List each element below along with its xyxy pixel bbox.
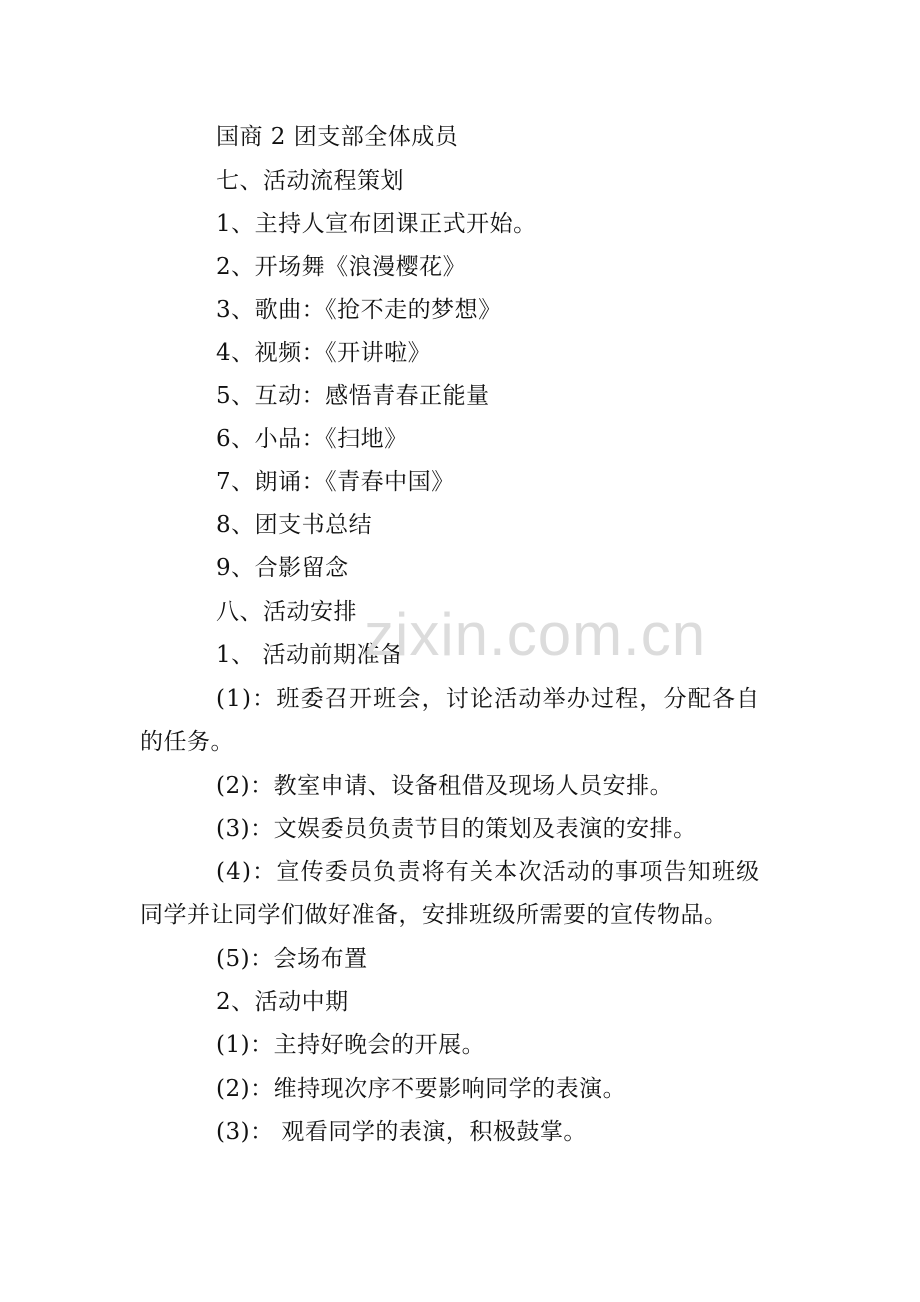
prep-item-5: (5)：会场布置 [216, 946, 368, 972]
flow-item-6: 6、小品：《扫地》 [216, 426, 408, 452]
flow-item-1: 1、主持人宣布团课正式开始。 [216, 211, 537, 237]
flow-item-2: 2、开场舞《浪漫樱花》 [216, 254, 467, 280]
flow-item-5: 5、互动：感悟青春正能量 [216, 383, 490, 409]
mid-item-2: (2)：维持现次序不要影响同学的表演。 [216, 1076, 627, 1102]
prep-item-1: (1)：班委召开班会，讨论活动举办过程，分配各自 [216, 686, 761, 712]
text-line-members: 国商 2 团支部全体成员 [216, 124, 459, 150]
subsection-heading-preparation: 1、 活动前期准备 [216, 642, 404, 668]
prep-item-3: (3)：文娱委员负责节目的策划及表演的安排。 [216, 816, 697, 842]
flow-item-4: 4、视频：《开讲啦》 [216, 340, 432, 366]
watermark: zixin.com.cn [364, 601, 707, 668]
prep-item-2: (2)：教室申请、设备租借及现场人员安排。 [216, 773, 674, 799]
subsection-heading-midterm: 2、活动中期 [216, 989, 349, 1015]
section-heading-flow: 七、活动流程策划 [216, 168, 404, 194]
section-heading-arrangement: 八、活动安排 [216, 599, 357, 625]
flow-item-7: 7、朗诵：《青春中国》 [216, 469, 455, 495]
mid-item-1: (1)：主持好晚会的开展。 [216, 1032, 486, 1058]
prep-item-4-continued: 同学并让同学们做好准备，安排班级所需要的宣传物品。 [140, 902, 728, 928]
flow-item-8: 8、团支书总结 [216, 512, 373, 538]
prep-item-1-continued: 的任务。 [140, 729, 234, 755]
flow-item-3: 3、歌曲：《抢不走的梦想》 [216, 297, 502, 323]
mid-item-3: (3)： 观看同学的表演，积极鼓掌。 [216, 1119, 587, 1145]
prep-item-4: (4)：宣传委员负责将有关本次活动的事项告知班级 [216, 859, 761, 885]
flow-item-9: 9、合影留念 [216, 555, 349, 581]
